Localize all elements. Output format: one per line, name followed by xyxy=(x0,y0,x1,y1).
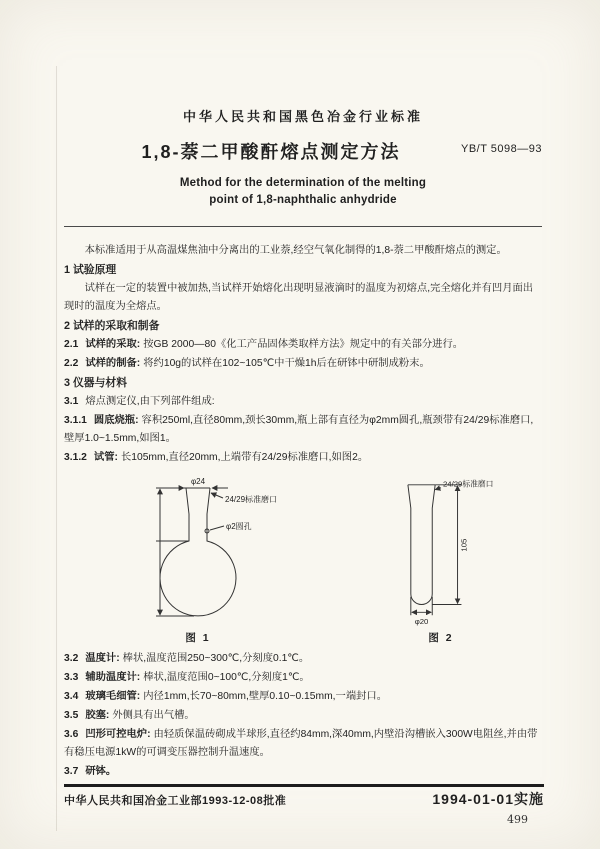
clause-number: 2.2 xyxy=(64,357,79,369)
title-row xyxy=(64,138,542,164)
clause-lead: 圆底烧瓶: xyxy=(93,414,139,426)
clause-lead: 研钵。 xyxy=(85,765,117,777)
clause-3-5 xyxy=(64,707,542,725)
scope-paragraph: 本标准适用于从高温煤焦油中分离出的工业萘,经空气氧化制得的1,8-萘二甲酸酐熔点的测定。 xyxy=(84,244,507,256)
clause-number: 3.1 xyxy=(64,395,79,407)
clause-number: 3.7 xyxy=(64,765,79,777)
clause-number: 3.3 xyxy=(64,671,79,683)
clause-text: 外侧具有出气槽。 xyxy=(112,709,195,721)
document-body xyxy=(64,242,542,781)
clause-2-2 xyxy=(64,355,542,373)
clause-number: 3.4 xyxy=(64,690,79,702)
clause-lead: 温度计: xyxy=(85,652,120,664)
clause-text: 长105mm,直径20mm,上端带有24/29标准磨口,如图2。 xyxy=(120,451,369,463)
standard-number: YB/T 5098—93 xyxy=(460,143,542,155)
clause-number: 3.1.1 xyxy=(64,414,87,426)
section-1-body: 试样在一定的装置中被加热,当试样开始熔化出现明显液滴时的温度为初熔点,完全熔化并有凹月面出现时的温度为全熔点。 xyxy=(64,282,534,312)
clause-3-1-2 xyxy=(64,449,542,467)
clause-lead: 辅助温度计: xyxy=(85,671,141,683)
page-content xyxy=(64,106,542,782)
flask-top-diameter-label: φ24 xyxy=(190,476,206,486)
footer-divider xyxy=(64,784,544,787)
implementation-date: 1994-01-01实施 xyxy=(432,791,544,807)
clause-3-1-1 xyxy=(64,412,542,448)
clause-text: 按GB 2000—80《化工产品固体类取样方法》规定中的有关部分进行。 xyxy=(143,338,464,350)
section-2-heading: 2 试样的采取和制备 xyxy=(64,319,160,332)
english-title-line-2: point of 1,8-naphthalic anhydride xyxy=(209,194,397,207)
clause-text: 熔点测定仪,由下列部件组成: xyxy=(85,395,215,407)
flask-joint-label: 24/29标准磨口 xyxy=(225,494,278,504)
clause-number: 3.1.2 xyxy=(64,451,87,463)
clause-text: 棒状,温度范围250~300℃,分刻度0.1℃。 xyxy=(122,652,310,664)
clause-number: 2.1 xyxy=(64,338,79,350)
figure-1-caption: 图 1 xyxy=(185,631,211,644)
figures-row xyxy=(64,475,542,647)
clause-text: 将约10g的试样在102~105℃中干燥1h后在研钵中研制成粉末。 xyxy=(143,357,430,369)
page-number: 499 xyxy=(507,813,528,826)
flask-hole-label: φ2圆孔 xyxy=(226,521,252,531)
standard-type-header: 中华人民共和国黑色冶金行业标准 xyxy=(182,109,423,124)
clause-3-3 xyxy=(64,669,542,687)
header-divider xyxy=(64,226,542,227)
clause-lead: 玻璃毛细管: xyxy=(85,690,141,702)
section-1-heading: 1 试验原理 xyxy=(64,263,117,276)
clause-lead: 胶塞: xyxy=(85,709,110,721)
clause-lead: 试样的采取: xyxy=(85,338,141,350)
figure-2 xyxy=(368,475,514,647)
english-title xyxy=(64,175,542,210)
test-tube-drawing xyxy=(368,475,514,626)
figure-1 xyxy=(98,476,298,647)
tube-length-dimension: 105 xyxy=(459,538,469,552)
clause-lead: 试管: xyxy=(93,451,118,463)
english-title-line-1: Method for the determination of the melting xyxy=(179,177,427,189)
section-3-heading: 3 仪器与材料 xyxy=(64,376,127,389)
clause-number: 3.5 xyxy=(64,709,79,721)
clause-lead: 凹形可控电炉: xyxy=(85,728,151,740)
round-bottom-flask-drawing xyxy=(98,476,298,626)
clause-2-1 xyxy=(64,336,542,354)
clause-text: 容积250ml,直径80mm,颈长30mm,瓶上部有直径为φ2mm圆孔,瓶颈带有24/29标准磨口,壁厚1.0~1.5mm,如图1。 xyxy=(64,414,534,444)
clause-text: 由轻质保温砖砌成半球形,直径约84mm,深40mm,内壁沿沟槽嵌入300W电阻丝,并由带有稳压电源1kW的可调变压器控制升温速度。 xyxy=(64,728,538,758)
scan-edge-line xyxy=(56,66,57,831)
clause-3-2 xyxy=(64,650,542,668)
clause-number: 3.6 xyxy=(64,728,79,740)
clause-3-1 xyxy=(64,393,542,411)
figure-2-caption: 图 2 xyxy=(428,631,454,644)
clause-3-4 xyxy=(64,688,542,706)
page-title: 1,8-萘二甲酸酐熔点测定方法 xyxy=(141,142,401,162)
approval-statement: 中华人民共和国冶金工业部1993-12-08批准 xyxy=(64,795,287,807)
clause-text: 内径1mm,长70~80mm,壁厚0.10~0.15mm,一端封口。 xyxy=(143,690,388,702)
clause-lead: 试样的制备: xyxy=(85,357,141,369)
clause-3-7 xyxy=(64,763,542,781)
clause-text: 棒状,温度范围0~100℃,分刻度1℃。 xyxy=(143,671,310,683)
tube-diameter-dimension: φ20 xyxy=(414,616,429,626)
clause-number: 3.2 xyxy=(64,652,79,664)
tube-joint-label: 24/29标准磨口 xyxy=(442,479,494,489)
clause-3-6 xyxy=(64,726,542,762)
